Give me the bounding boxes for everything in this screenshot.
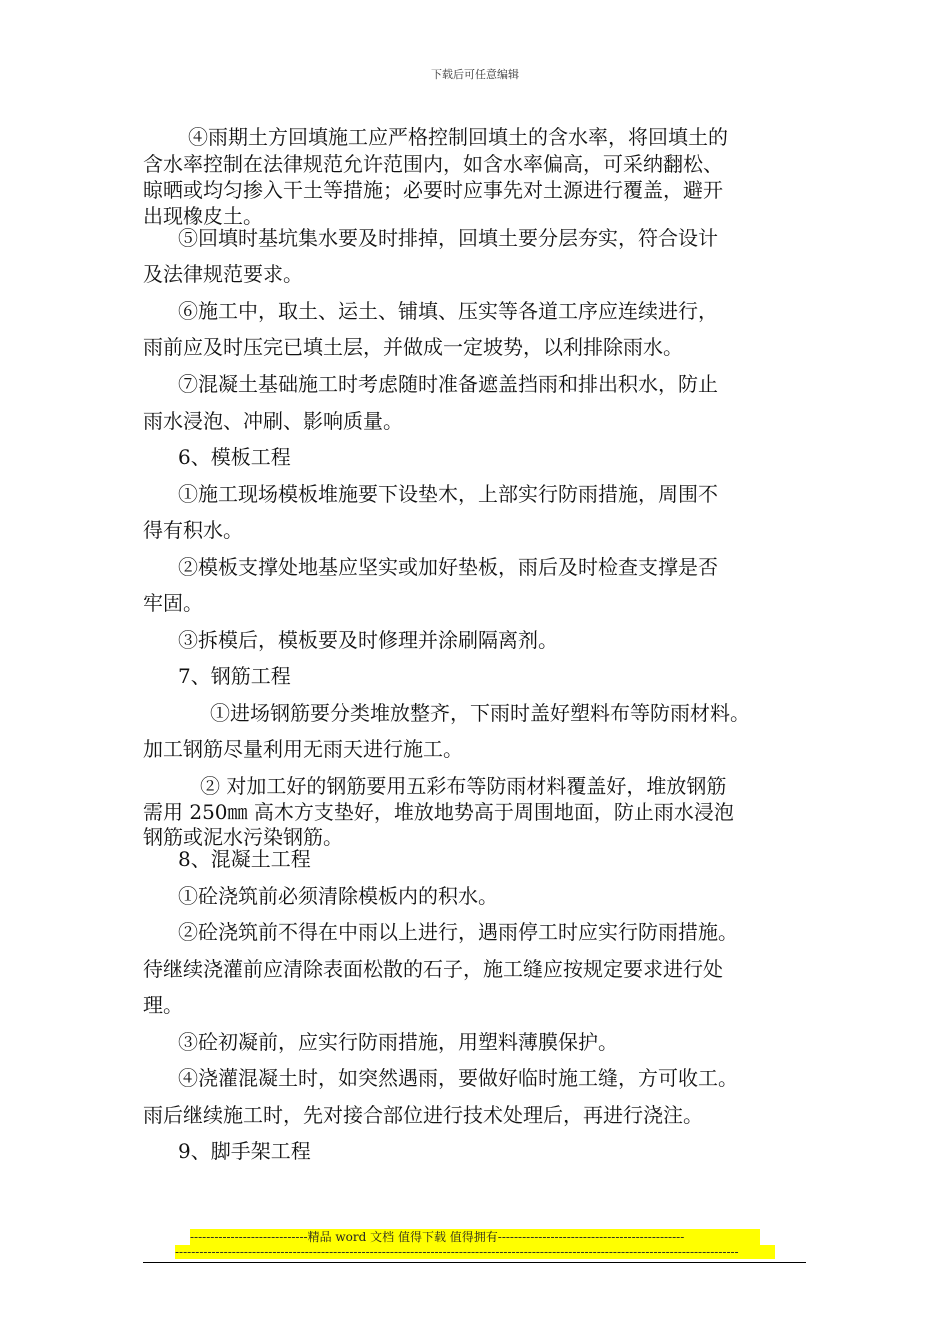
text-line: 牢固。 [143, 591, 203, 615]
section-heading: 6、模板工程 [178, 445, 291, 469]
text-line: 加工钢筋尽量利用无雨天进行施工。 [143, 737, 463, 761]
text-line: ④浇灌混凝土时，如突然遇雨，要做好临时施工缝，方可收工。 [178, 1066, 738, 1090]
text-line: 及法律规范要求。 [143, 262, 303, 286]
text-line: 得有积水。 [143, 518, 243, 542]
text-line: ①砼浇筑前必须清除模板内的积水。 [178, 884, 498, 908]
footer-rule [143, 1262, 806, 1263]
text-line: 雨前应及时压完已填土层，并做成一定坡势，以利排除雨水。 [143, 335, 683, 359]
text-line: ②模板支撑处地基应坚实或加好垫板，雨后及时检查支撑是否 [178, 555, 718, 579]
text-line: ②砼浇筑前不得在中雨以上进行，遇雨停工时应实行防雨措施。 [178, 920, 738, 944]
text-line: 待继续浇灌前应清除表面松散的石子，施工缝应按规定要求进行处 [143, 957, 723, 981]
footer-dash-line: ------------------------------------------------------------------------------------------------------------------------------------------- [175, 1245, 775, 1259]
page-header: 下载后可任意编辑 [431, 68, 519, 81]
text-line: 雨水浸泡、冲刷、影响质量。 [143, 409, 403, 433]
section-heading: 7、钢筋工程 [178, 664, 291, 688]
text-line: 雨后继续施工时，先对接合部位进行技术处理后，再进行浇注。 [143, 1103, 703, 1127]
text-line: ①施工现场模板堆施要下设垫木，上部实行防雨措施，周围不 [178, 482, 718, 506]
text-line: ③拆模后，模板要及时修理并涂刷隔离剂。 [178, 628, 558, 652]
footer-banner: -----------------------------精品 word 文档 值得下载 值得拥有---------------------------------------------- [190, 1229, 760, 1245]
text-line: 出现橡皮土。 [143, 204, 263, 228]
text-line: 需用 250㎜ 高木方支垫好，堆放地势高于周围地面，防止雨水浸泡 [143, 800, 734, 824]
section-heading: 8、混凝土工程 [178, 847, 311, 871]
text-line: ⑤回填时基坑集水要及时排掉，回填土要分层夯实，符合设计 [178, 226, 718, 250]
text-line: 晾晒或均匀掺入干土等措施；必要时应事先对土源进行覆盖，避开 [143, 178, 723, 202]
section-heading: 9、脚手架工程 [178, 1139, 311, 1163]
text-line: ④雨期土方回填施工应严格控制回填土的含水率，将回填土的 [188, 125, 728, 149]
text-line: 理。 [143, 993, 183, 1017]
text-line: ⑦混凝土基础施工时考虑随时准备遮盖挡雨和排出积水，防止 [178, 372, 718, 396]
text-line: 钢筋或泥水污染钢筋。 [143, 825, 343, 849]
text-line: ⑥施工中，取土、运土、铺填、压实等各道工序应连续进行， [178, 299, 718, 323]
text-line: 含水率控制在法律规范允许范围内，如含水率偏高，可采纳翻松、 [143, 152, 723, 176]
text-line: ①进场钢筋要分类堆放整齐，下雨时盖好塑料布等防雨材料。 [210, 701, 750, 725]
text-line: ② 对加工好的钢筋要用五彩布等防雨材料覆盖好，堆放钢筋 [200, 774, 727, 798]
text-line: ③砼初凝前，应实行防雨措施，用塑料薄膜保护。 [178, 1030, 618, 1054]
